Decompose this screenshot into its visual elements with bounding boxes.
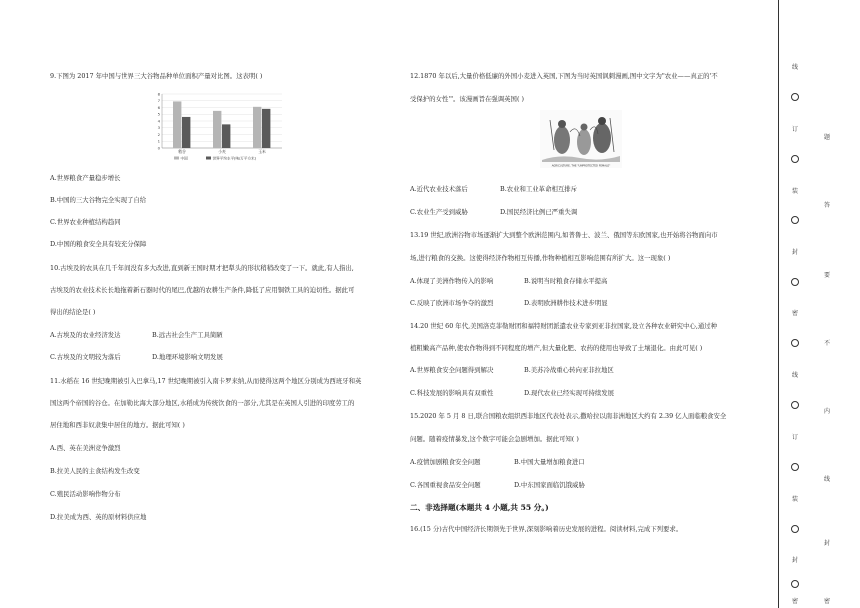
q13-option-d[interactable]: D.表明欧洲耕作技术进步明显 — [524, 299, 608, 307]
q11-option-b[interactable]: B.拉美人民的主食结构发生改变 — [50, 467, 140, 475]
margin-label: 订 — [792, 434, 799, 441]
binding-hole-circle — [791, 216, 799, 224]
margin-notice-char: 密 — [824, 598, 831, 605]
q12-option-b[interactable]: B.农业和工业革命相互排斥 — [500, 185, 578, 193]
section-two-heading: 二、非选择题(本题共 4 小题,共 55 分。) — [410, 503, 549, 512]
q10-option-b[interactable]: B.远古社会生产工具简陋 — [152, 331, 223, 339]
q9-option-a[interactable]: A.世界粮食产量稳步增长 — [50, 174, 121, 182]
q10-line-3: 得出的结论是( ) — [50, 308, 96, 316]
margin-notice-char: 不 — [824, 340, 831, 347]
margin-label: 封 — [792, 249, 799, 256]
legend-swatch — [206, 157, 211, 160]
cartoon-caption: AGRICULTURE. THE "UNPROTECTED FEMALE" — [551, 164, 611, 168]
q11-line-2: 国这两个帝国的谷仓。在加勒比海大部分地区,水稻成为传统饮食的一部分,尤其是在英国人引进的印度劳工的 — [50, 399, 355, 407]
bar-china-0 — [173, 101, 181, 148]
q10-line-2: 古埃及的农业技术长长地拖着新石器时代的尾巴,优越的农耕生产条件,降低了应用铜铁工具的迫切性。据此可 — [50, 286, 355, 294]
margin-label: 装 — [792, 496, 799, 503]
margin-notice-char: 线 — [824, 476, 831, 483]
y-tick-label: 7 — [157, 98, 160, 104]
q14-option-d[interactable]: D.现代农业已经实现可持续发展 — [524, 389, 615, 397]
q15-line-2: 问题。随着疫情暴发,这个数字可能会急剧增加。据此可知( ) — [410, 435, 579, 443]
q10-option-c[interactable]: C.古埃及的文明较为落后 — [50, 353, 121, 361]
q10-option-d[interactable]: D.地理环境影响文明发展 — [152, 353, 223, 361]
x-tick-label: 小麦 — [218, 149, 226, 154]
q12-option-c[interactable]: C.农业生产受到威胁 — [410, 208, 468, 216]
binding-hole-circle — [791, 278, 799, 286]
margin-label: 封 — [792, 557, 799, 564]
binding-hole-circle — [791, 155, 799, 163]
y-tick-label: 2 — [157, 131, 160, 137]
margin-label: 密 — [792, 598, 799, 605]
q13-option-c[interactable]: C.反映了欧洲市场争夺的激烈 — [410, 299, 494, 307]
q15-option-c[interactable]: C.各国重视食品安全问题 — [410, 481, 481, 489]
yield-bar-chart — [150, 90, 290, 165]
binding-hole-circle — [791, 580, 799, 588]
q11-line-1: 11.水稻在 16 世纪晚期被引入巴拿马,17 世纪晚期被引入南卡罗来纳,从而使得这两个地区分别成为西班牙和英 — [50, 377, 362, 385]
margin-label: 线 — [792, 64, 799, 71]
y-tick-label: 0 — [157, 145, 160, 151]
margin-notice-char: 答 — [824, 202, 831, 209]
q13-line-1: 13.19 世纪,欧洲谷物市场逐渐扩大到整个欧洲范围内,如普鲁士、波兰、俄国等东欧国家,也开始将谷物面向市 — [410, 231, 718, 239]
q12-line-2: 受保护的女性'"。该漫画旨在强调英国( ) — [410, 95, 524, 103]
q14-line-1: 14.20 世纪 60 年代,美国洛克菲勒财团和福特财团派遣农业专家到亚非拉国家,设立各种农业研究中心,通过种 — [410, 322, 718, 330]
q10-line-1: 10.古埃及的农具在几千年间没有多大改进,直到新王国时期才把犁头的形状稍稍改变了一下。就此,有人指出, — [50, 264, 354, 272]
q12-option-a[interactable]: A.近代农业技术落后 — [410, 185, 468, 193]
binding-hole-circle — [791, 525, 799, 533]
binding-hole-circle — [791, 339, 799, 347]
y-tick-label: 6 — [157, 104, 160, 110]
q12-option-d[interactable]: D.国民经济比例已严重失调 — [500, 208, 578, 216]
legend-swatch — [174, 157, 179, 160]
q15-option-d[interactable]: D.中东国家面临饥饿威胁 — [514, 481, 585, 489]
q11-option-a[interactable]: A.西、英在美洲竞争激烈 — [50, 444, 121, 452]
margin-notice-char: 要 — [824, 272, 831, 279]
binding-hole-circle — [791, 401, 799, 409]
q15-option-a[interactable]: A.疫情加剧粮食安全问题 — [410, 458, 481, 466]
y-tick-label: 8 — [157, 91, 160, 97]
satirical-cartoon-image — [540, 110, 622, 168]
q13-line-2: 场,进行粮食的交换。这使得经济作物相互传播,作物种植相互影响范围有所扩大。这一现象( ) — [410, 254, 671, 262]
bar-world-0 — [182, 117, 190, 148]
q15-option-b[interactable]: B.中国大量增加粮食进口 — [514, 458, 585, 466]
q11-line-3: 居住地和西非奴隶集中居住的地方。据此可知( ) — [50, 421, 185, 429]
legend-label: 中国 — [180, 156, 188, 161]
legend-label: 世界平均水平(吨/万平方米) — [212, 156, 257, 161]
margin-label: 线 — [792, 372, 799, 379]
margin-notice-char: 封 — [824, 540, 831, 547]
x-tick-label: 玉米 — [258, 149, 266, 154]
margin-notice-char: 题 — [824, 134, 831, 141]
q10-option-a[interactable]: A.古埃及的农业经济发达 — [50, 331, 121, 339]
x-tick-label: 稻谷 — [178, 149, 186, 154]
q9-option-c[interactable]: C.世界农业种植结构趋同 — [50, 218, 121, 226]
q14-option-a[interactable]: A.世界粮食安全问题得到解决 — [410, 366, 494, 374]
q15-line-1: 15.2020 年 5 月 8 日,联合国粮农组织西非地区代表处表示,撒哈拉以南非洲地区大约有 2.39 亿人面临粮食安全 — [410, 412, 727, 420]
margin-label: 装 — [792, 188, 799, 195]
margin-label: 订 — [792, 126, 799, 133]
q14-line-2: 植粗嫩高产品种,使农作物得到不同程度的增产,但大量化肥、农药的使用也导致了土壤退化。由此可见( ) — [410, 344, 703, 352]
q13-option-b[interactable]: B.说明当时粮食存储水平提高 — [524, 277, 608, 285]
q14-option-b[interactable]: B.美苏冷战重心转向亚非拉地区 — [524, 366, 614, 374]
bar-world-2 — [262, 109, 270, 148]
y-tick-label: 3 — [157, 125, 160, 131]
q9-option-b[interactable]: B.中国的三大谷物完全实现了自给 — [50, 196, 147, 204]
q11-option-c[interactable]: C.殖民活动影响作物分布 — [50, 490, 121, 498]
q9-option-d[interactable]: D.中国的粮食安全具有较充分保障 — [50, 240, 147, 248]
margin-notice-char: 内 — [824, 408, 831, 415]
q9-stem: 9.下图为 2017 年中国与世界三大谷物品种单位面积产量对比图。这表明( ) — [50, 72, 263, 80]
bar-china-2 — [253, 107, 261, 148]
binding-line — [778, 0, 779, 608]
y-tick-label: 1 — [157, 138, 160, 144]
bar-china-1 — [213, 111, 221, 148]
q16-stem: 16.(15 分)古代中国经济长期领先于世界,深刻影响着历史发展的进程。阅读材料,完成下列要求。 — [410, 525, 683, 533]
bar-world-1 — [222, 124, 230, 148]
q14-option-c[interactable]: C.科技发展的影响具有双重性 — [410, 389, 494, 397]
margin-label: 密 — [792, 310, 799, 317]
binding-hole-circle — [791, 93, 799, 101]
q13-option-a[interactable]: A.体现了美洲作物传入的影响 — [410, 277, 494, 285]
q12-line-1: 12.1870 年以后,大量价格低廉的外国小麦进入英国,下图为当时英国讽刺漫画,图中文字为"农业——真正的'不 — [410, 72, 718, 80]
binding-hole-circle — [791, 463, 799, 471]
y-tick-label: 5 — [157, 111, 160, 117]
y-tick-label: 4 — [157, 118, 160, 124]
q11-option-d[interactable]: D.拉美成为西、英的原材料供应地 — [50, 513, 147, 521]
